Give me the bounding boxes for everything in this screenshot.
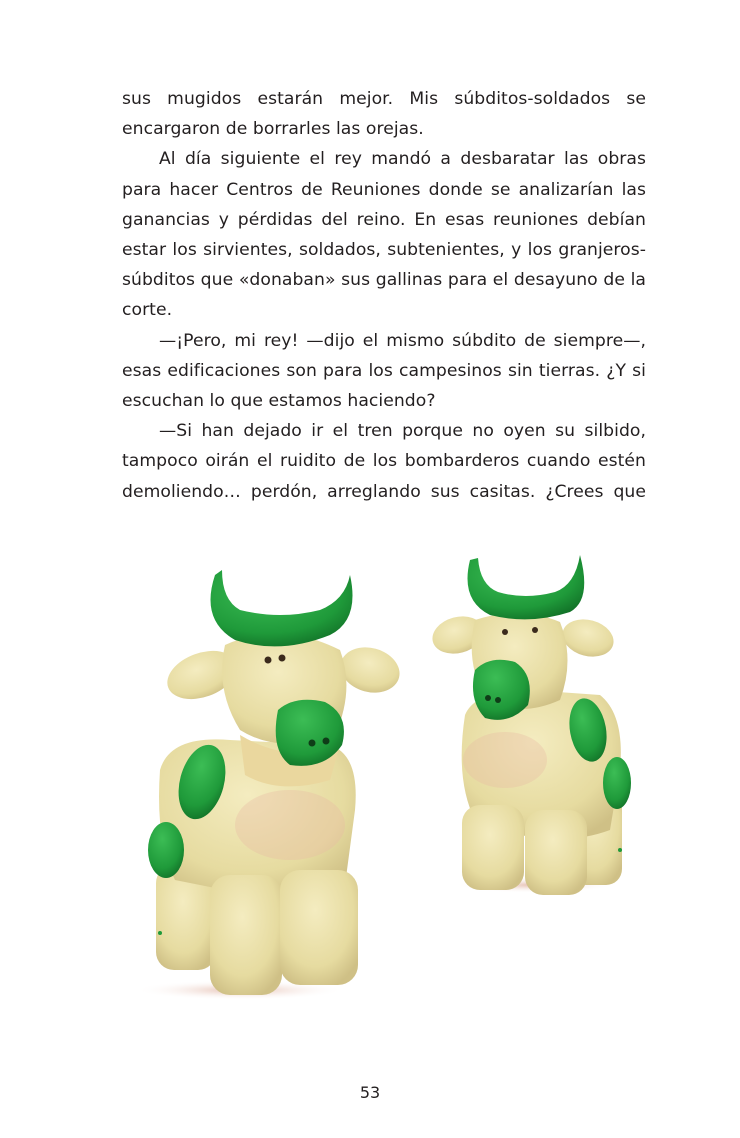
paragraph-4: —Si han dejado ir el tren porque no oyen su silbido, tampoco oirán el ruidito de los bombarderos cuando estén demoliendo… perdón, arreglando sus casitas. ¿Crees que: [122, 421, 646, 502]
paragraph-2: Al día siguiente el rey mandó a desbaratar las obras para hacer Centros de Reuniones donde se analizarían las ganancias y pérdidas del reino. En esas reuniones debían estar los sirvientes, soldados, subtenientes, y los granjeros-súbditos que «donaban» sus gallinas para el desayuno de la corte.: [122, 149, 646, 321]
page-number: 53: [359, 1083, 381, 1102]
body-text: [122, 84, 646, 507]
clay-bulls-illustration: [130, 540, 650, 1010]
paragraph-3: —¡Pero, mi rey! —dijo el mismo súbdito de siempre—, esas edificaciones son para los campesinos sin tierras. ¿Y si escuchan lo que estamos haciendo?: [122, 330, 646, 412]
left-bull-figure: [135, 570, 405, 1000]
paragraph-1: sus mugidos estarán mejor. Mis súbditos-soldados se encargaron de borrarles las orejas.: [122, 89, 646, 140]
right-bull-figure: [428, 555, 631, 895]
